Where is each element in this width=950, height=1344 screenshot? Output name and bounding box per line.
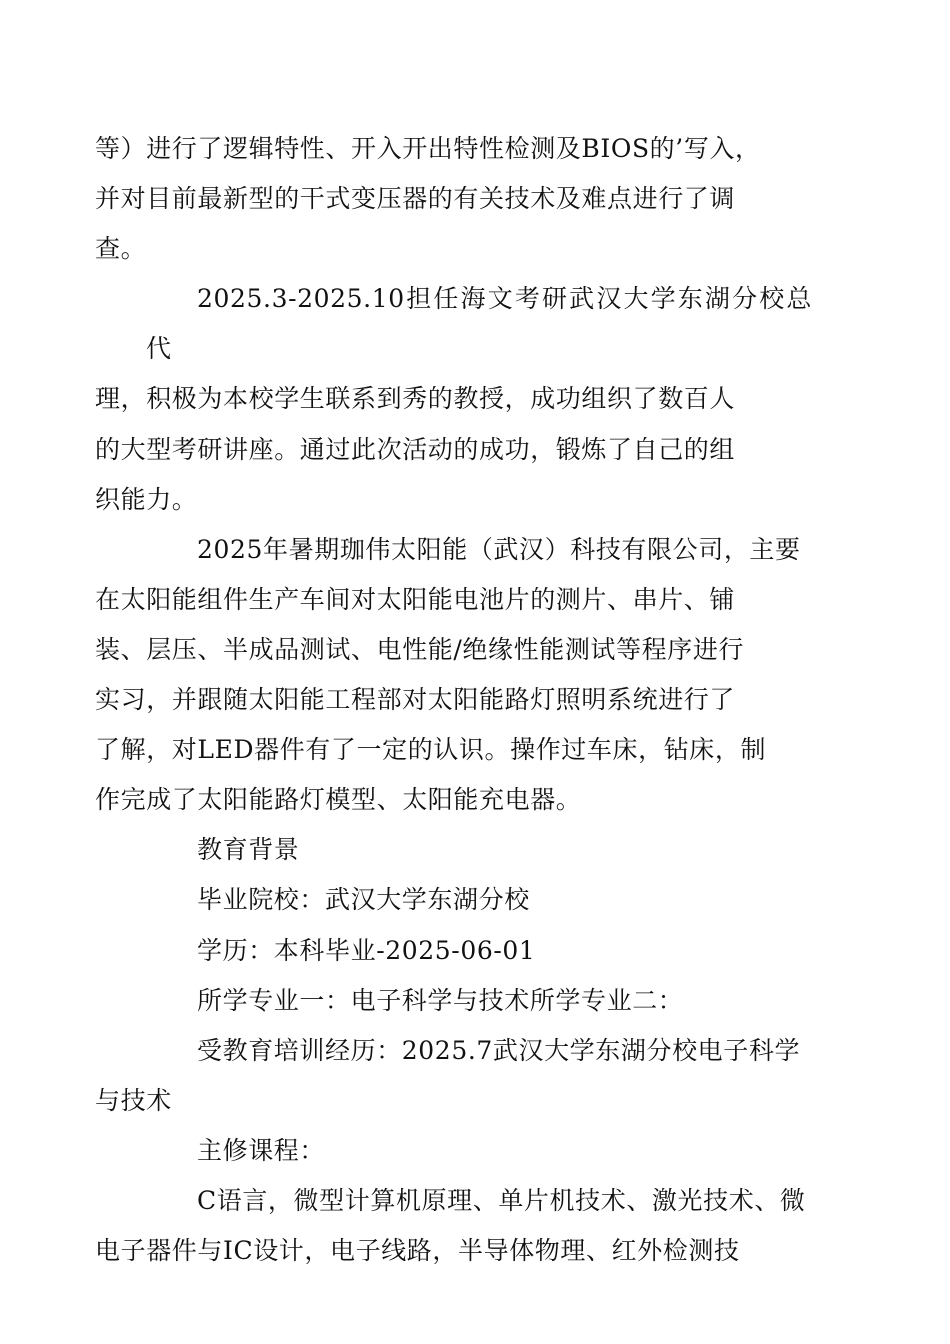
education-heading: 教育背景	[197, 835, 300, 865]
courses-heading: 主修课程：	[197, 1135, 326, 1165]
text-line: 织能力。	[95, 484, 198, 514]
text-line: 作完成了太阳能路灯模型、太阳能充电器。	[95, 785, 582, 815]
education-training	[95, 1026, 812, 1126]
education-degree: 学历：本科毕业-2025-06-01	[197, 935, 536, 965]
text-line: 等）进行了逻辑特性、开入开出特性检测及BIOS的’写入，	[95, 134, 761, 163]
text-line: 在太阳能组件生产车间对太阳能电池片的测片、串片、铺	[95, 584, 736, 614]
text-line: 电子器件与IC设计，电子线路，半导体物理、红外检测技	[95, 1236, 740, 1266]
text-line: 理，积极为本校学生联系到秀的教授，成功组织了数百人	[95, 384, 736, 414]
paragraph-solar-internship	[95, 525, 812, 826]
text-line: 查。	[95, 234, 147, 264]
text-line: 的大型考研讲座。通过此次活动的成功，锻炼了自己的组	[95, 434, 736, 464]
education-school: 毕业院校：武汉大学东湖分校	[197, 885, 530, 915]
courses-list	[95, 1176, 812, 1276]
text-line: 2025.3-2025.10担任海文考研武汉大学东湖分校总代	[146, 284, 812, 364]
text-line: 与技术	[95, 1085, 172, 1115]
text-line: 了解，对LED器件有了一定的认识。操作过车床，钻床，制	[95, 735, 767, 765]
text-line: 并对目前最新型的干式变压器的有关技术及难点进行了调	[95, 184, 736, 214]
text-line: 实习，并跟随太阳能工程部对太阳能路灯照明系统进行了	[95, 685, 736, 715]
paragraph-test-continuation	[95, 124, 812, 274]
text-line: 2025年暑期珈伟太阳能（武汉）科技有限公司，主要	[197, 534, 801, 564]
education-majors: 所学专业一：电子科学与技术所学专业二：	[197, 985, 684, 1015]
document-body	[95, 124, 812, 1276]
text-line: 受教育培训经历：2025.7武汉大学东湖分校电子科学	[197, 1035, 801, 1065]
text-line: 装、层压、半成品测试、电性能/绝缘性能测试等程序进行	[95, 634, 745, 664]
paragraph-haiwen-agent	[95, 274, 812, 524]
text-line: C语言，微型计算机原理、单片机技术、激光技术、微	[197, 1185, 806, 1215]
